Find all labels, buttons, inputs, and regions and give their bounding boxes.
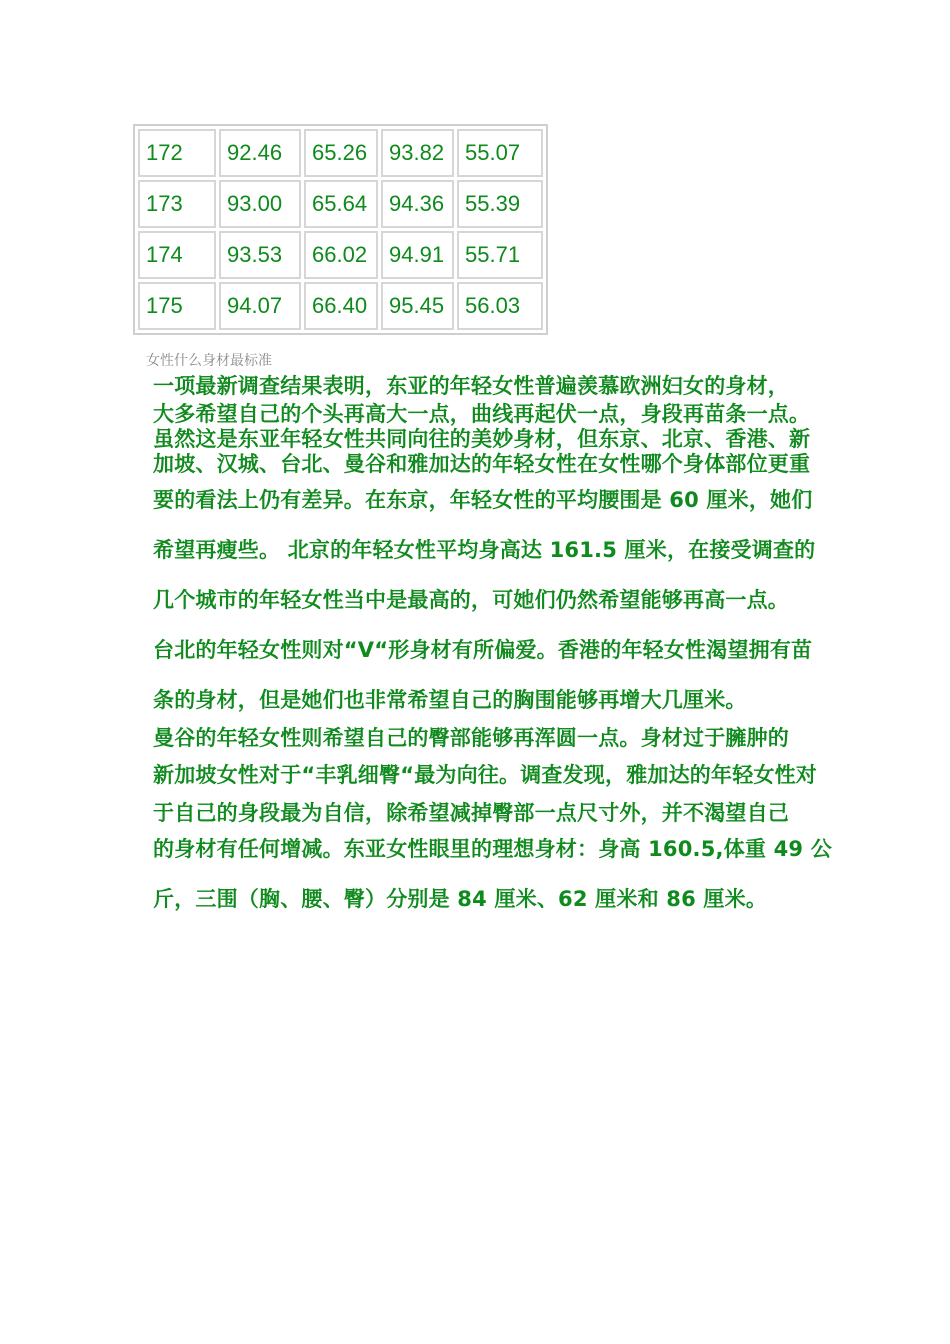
table-cell: 173 bbox=[138, 180, 216, 228]
table-row bbox=[138, 282, 543, 330]
body-line: 斤，三围（胸、腰、臀）分别是 84 厘米、62 厘米和 86 厘米。 bbox=[153, 887, 768, 911]
table-cell: 95.45 bbox=[381, 282, 454, 330]
body-line: 新加坡女性对于“丰乳细臀“最为向往。调查发现，雅加达的年轻女性对 bbox=[153, 763, 818, 787]
table-row bbox=[138, 231, 543, 279]
body-line: 大多希望自己的个头再高大一点，曲线再起伏一点，身段再苗条一点。 bbox=[153, 402, 811, 426]
table-cell: 65.64 bbox=[304, 180, 378, 228]
body-line: 几个城市的年轻女性当中是最高的，可她们仍然希望能够再高一点。 bbox=[153, 588, 789, 612]
body-line: 曼谷的年轻女性则希望自己的臀部能够再浑圆一点。身材过于臃肿的 bbox=[153, 726, 789, 750]
table-cell: 66.40 bbox=[304, 282, 378, 330]
table-row bbox=[138, 180, 543, 228]
table-body bbox=[138, 129, 543, 330]
body-line: 要的看法上仍有差异。在东京，年轻女性的平均腰围是 60 厘米，她们 bbox=[153, 488, 813, 512]
table-cell: 93.82 bbox=[381, 129, 454, 177]
body-line: 条的身材，但是她们也非常希望自己的胸围能够再增大几厘米。 bbox=[153, 688, 747, 712]
table-cell: 172 bbox=[138, 129, 216, 177]
body-line: 加坡、汉城、台北、曼谷和雅加达的年轻女性在女性哪个身体部位更重 bbox=[153, 452, 811, 476]
caption: 女性什么身材最标准 bbox=[146, 353, 272, 369]
table-cell: 55.39 bbox=[457, 180, 543, 228]
table-cell: 55.71 bbox=[457, 231, 543, 279]
table-cell: 174 bbox=[138, 231, 216, 279]
body-line: 的身材有任何增减。东亚女性眼里的理想身材：身高 160.5,体重 49 公 bbox=[153, 837, 832, 861]
body-line: 一项最新调查结果表明，东亚的年轻女性普遍羡慕欧洲妇女的身材， bbox=[153, 374, 789, 398]
table-cell: 65.26 bbox=[304, 129, 378, 177]
table-cell: 94.91 bbox=[381, 231, 454, 279]
table-cell: 94.07 bbox=[219, 282, 301, 330]
body-line: 台北的年轻女性则对“V“形身材有所偏爱。香港的年轻女性渴望拥有苗 bbox=[153, 638, 813, 662]
table-cell: 175 bbox=[138, 282, 216, 330]
table-cell: 93.53 bbox=[219, 231, 301, 279]
table-cell: 55.07 bbox=[457, 129, 543, 177]
body-line: 于自己的身段最为自信，除希望减掉臀部一点尺寸外，并不渴望自己 bbox=[153, 801, 789, 825]
table-cell: 56.03 bbox=[457, 282, 543, 330]
body-line: 虽然这是东亚年轻女性共同向往的美妙身材，但东京、北京、香港、新 bbox=[153, 427, 811, 451]
table-cell: 94.36 bbox=[381, 180, 454, 228]
table-cell: 66.02 bbox=[304, 231, 378, 279]
table-cell: 92.46 bbox=[219, 129, 301, 177]
measurements-table bbox=[133, 124, 548, 335]
table-cell: 93.00 bbox=[219, 180, 301, 228]
body-line: 希望再瘦些。 北京的年轻女性平均身高达 161.5 厘米，在接受调查的 bbox=[153, 538, 816, 562]
table-row bbox=[138, 129, 543, 177]
